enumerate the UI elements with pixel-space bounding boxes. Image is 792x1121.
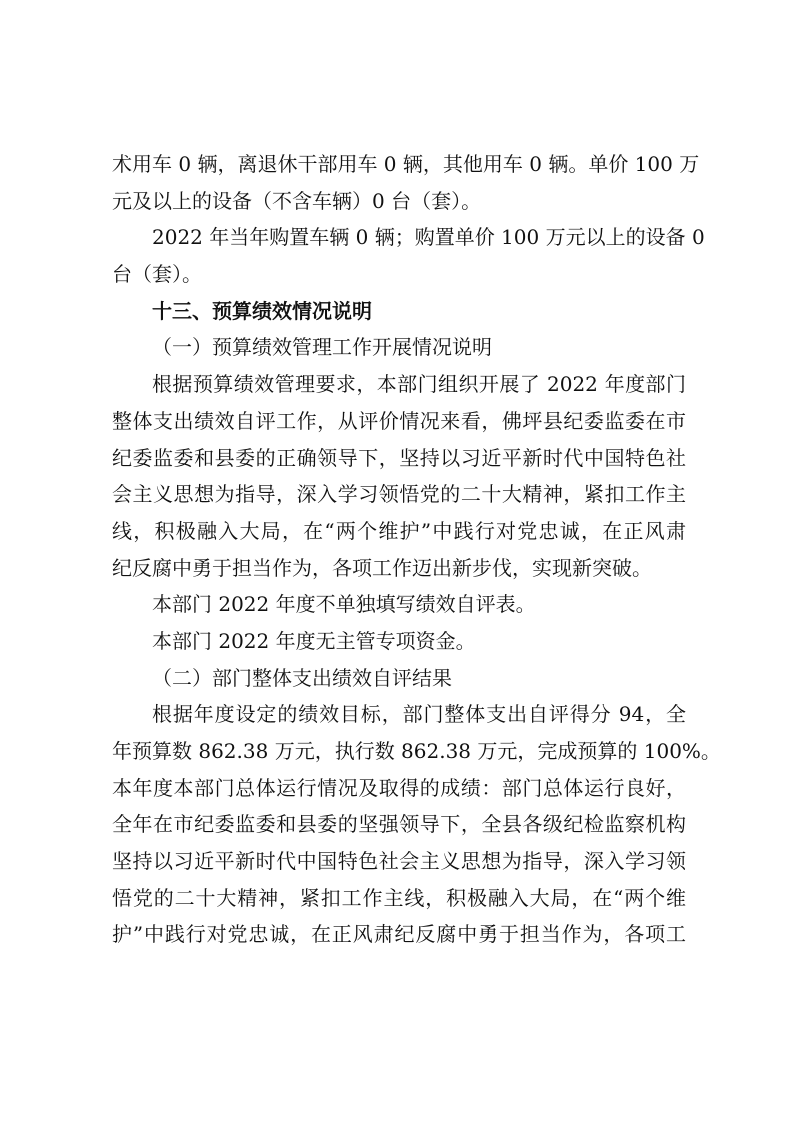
paragraph-line: 坚持以习近平新时代中国特色社会主义思想为指导，深入学习领 (112, 849, 686, 874)
paragraph-line: 根据预算绩效管理要求，本部门组织开展了 2022 年度部门 (152, 372, 686, 397)
subsection-heading: （一）预算绩效管理工作开展情况说明 (152, 335, 492, 360)
paragraph-line: 年预算数 862.38 万元，执行数 862.38 万元，完成预算的 100%。 (112, 739, 721, 763)
paragraph-line: 本部门 2022 年度不单独填写绩效自评表。 (152, 592, 536, 617)
paragraph-line: 根据年度设定的绩效目标，部门整体支出自评得分 94，全 (152, 702, 686, 727)
paragraph-line: 悟党的二十大精神，紧扣工作主线，积极融入大局，在“两个维 (112, 885, 686, 910)
paragraph-line: 纪反腐中勇于担当作为，各项工作迈出新步伐，实现新突破。 (112, 555, 652, 580)
paragraph-line: 台（套）。 (112, 262, 202, 287)
paragraph-line: 护”中践行对党忠诚，在正风肃纪反腐中勇于担当作为，各项工 (112, 922, 686, 947)
subsection-heading: （二）部门整体支出绩效自评结果 (152, 665, 452, 690)
paragraph-line: 术用车 0 辆，离退休干部用车 0 辆，其他用车 0 辆。单价 100 万 (112, 152, 700, 176)
paragraph-line: 会主义思想为指导，深入学习领悟党的二十大精神，紧扣工作主 (112, 482, 686, 507)
paragraph-line: 本部门 2022 年度无主管专项资金。 (152, 628, 476, 653)
section-heading: 十三、预算绩效情况说明 (152, 298, 372, 323)
paragraph-line: 全年在市纪委监委和县委的坚强领导下，全县各级纪检监察机构 (112, 812, 686, 837)
document-page (112, 146, 721, 953)
paragraph-line: 元及以上的设备（不含车辆）0 台（套）。 (112, 188, 482, 213)
paragraph-line: 纪委监委和县委的正确领导下，坚持以习近平新时代中国特色社 (112, 445, 686, 470)
paragraph-line: 整体支出绩效自评工作，从评价情况来看，佛坪县纪委监委在市 (112, 408, 686, 433)
paragraph-line: 本年度本部门总体运行情况及取得的成绩：部门总体运行良好， (112, 775, 686, 800)
paragraph-line: 线，积极融入大局，在“两个维护”中践行对党忠诚，在正风肃 (112, 518, 686, 543)
paragraph-line: 2022 年当年购置车辆 0 辆；购置单价 100 万元以上的设备 0 (152, 225, 705, 250)
